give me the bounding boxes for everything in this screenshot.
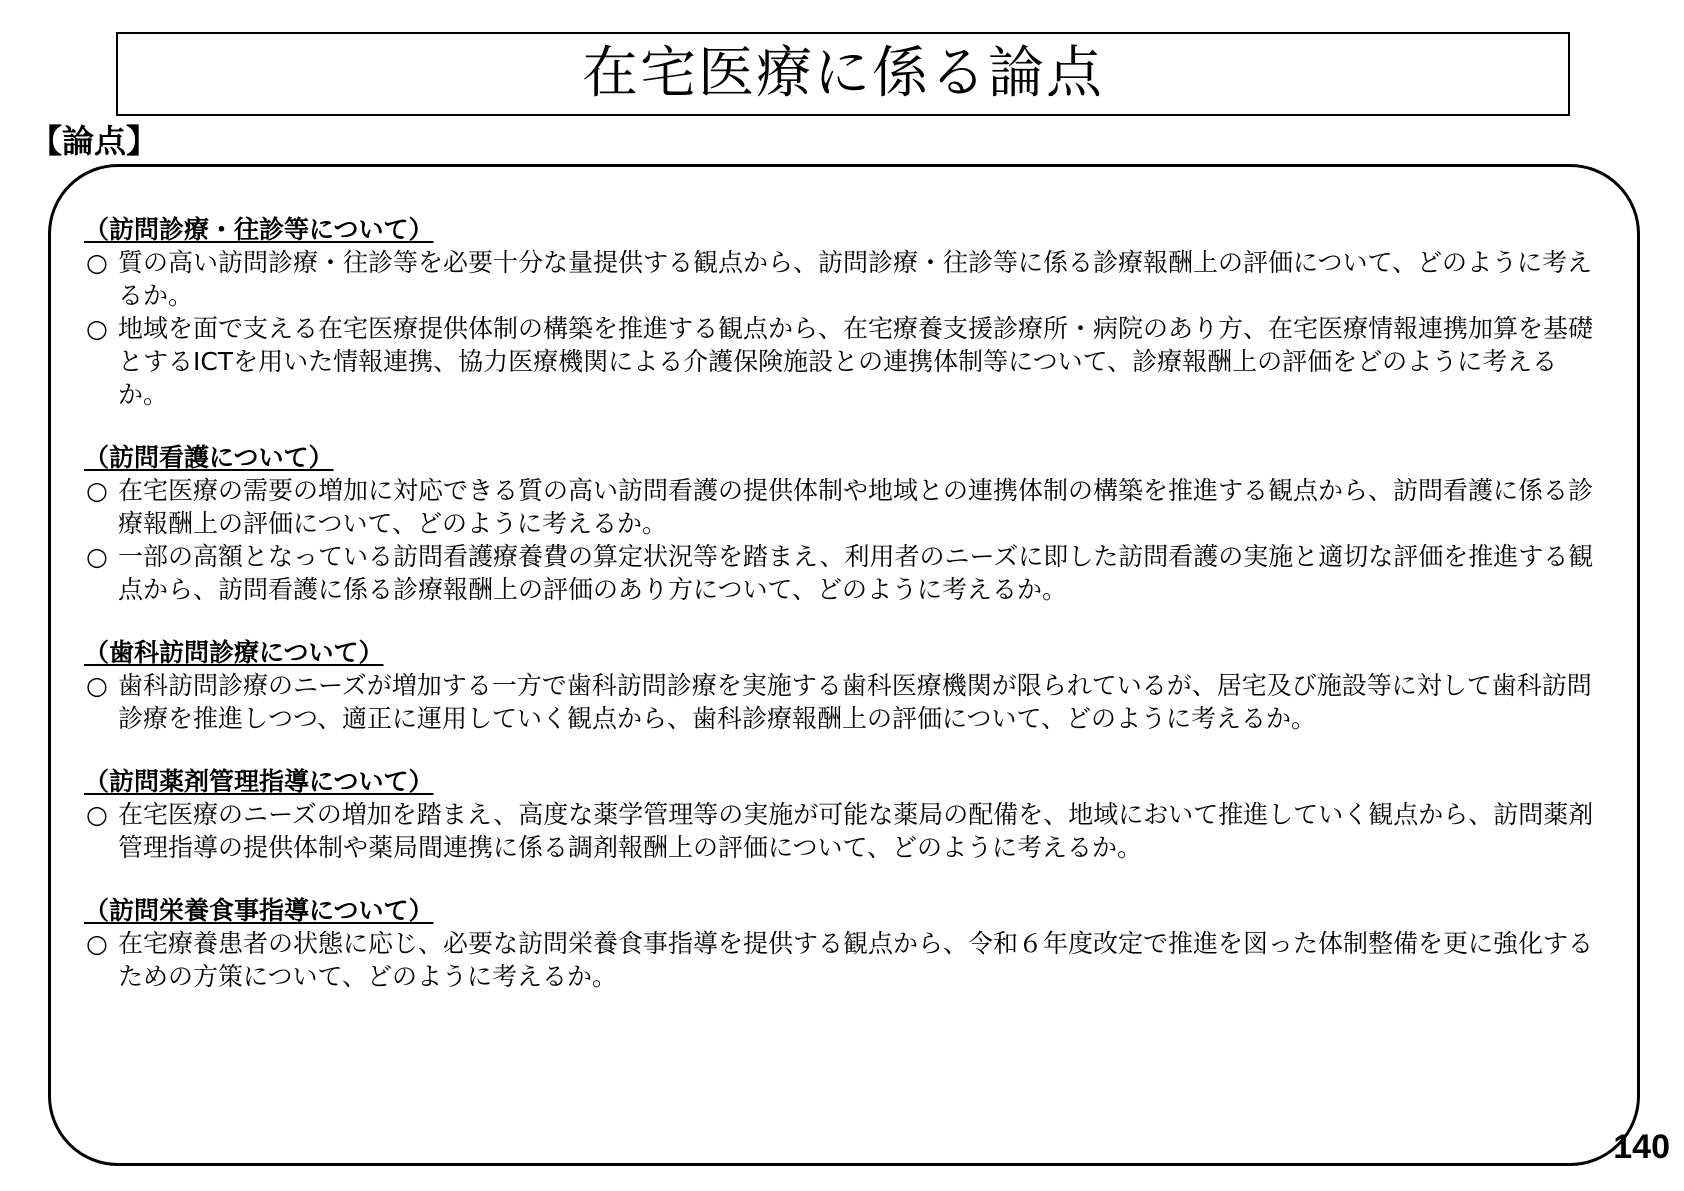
topic-dental-home-visit xyxy=(86,636,1602,735)
bullet-circle-icon: ○ xyxy=(86,314,108,343)
list-item xyxy=(86,669,1602,735)
topic-heading: （訪問診療・往診等について） xyxy=(84,215,434,244)
item-text: 一部の高額となっている訪問看護療養費の算定状況等を踏まえ、利用者のニーズに即した訪問看護の実施と適切な評価を推進する観点から、訪問看護に係る診療報酬上の評価のあり方について、どのように考えるか。 xyxy=(118,542,1594,604)
list-item xyxy=(86,246,1602,312)
page-title: 在宅医療に係る論点 xyxy=(582,41,1104,106)
bullet-circle-icon: ○ xyxy=(86,671,108,700)
item-text: 在宅医療のニーズの増加を踏まえ、高度な薬学管理等の実施が可能な薬局の配備を、地域において推進していく観点から、訪問薬剤管理指導の提供体制や薬局間連携に係る調剤報酬上の評価について、どのように考えるか。 xyxy=(118,800,1594,862)
list-item xyxy=(86,540,1602,606)
topic-home-nursing xyxy=(86,441,1602,606)
list-item xyxy=(86,312,1602,411)
item-text: 地域を面で支える在宅医療提供体制の構築を推進する観点から、在宅療養支援診療所・病院のあり方、在宅医療情報連携加算を基礎とするICTを用いた情報連携、協力医療機関による介護保険施設との連携体制等について、診療報酬上の評価をどのように考えるか。 xyxy=(118,314,1594,409)
topic-heading: （歯科訪問診療について） xyxy=(84,638,384,667)
content-body xyxy=(86,213,1602,1023)
topic-heading: （訪問栄養食事指導について） xyxy=(84,896,434,925)
bullet-circle-icon: ○ xyxy=(86,248,108,277)
item-text: 在宅医療の需要の増加に対応できる質の高い訪問看護の提供体制や地域との連携体制の構築を推進する観点から、訪問看護に係る診療報酬上の評価について、どのように考えるか。 xyxy=(118,476,1594,538)
list-item xyxy=(86,927,1602,993)
bullet-circle-icon: ○ xyxy=(86,476,108,505)
item-text: 質の高い訪問診療・往診等を必要十分な量提供する観点から、訪問診療・往診等に係る診療報酬上の評価について、どのように考えるか。 xyxy=(118,248,1593,310)
topic-heading: （訪問薬剤管理指導について） xyxy=(84,767,434,796)
list-item xyxy=(86,474,1602,540)
topic-pharmaceutical-guidance xyxy=(86,765,1602,864)
topic-heading: （訪問看護について） xyxy=(84,443,334,472)
item-text: 歯科訪問診療のニーズが増加する一方で歯科訪問診療を実施する歯科医療機関が限られているが、居宅及び施設等に対して歯科訪問診療を推進しつつ、適正に運用していく観点から、歯科診療報酬上の評価について、どのように考えるか。 xyxy=(118,671,1592,733)
topic-nutrition-guidance xyxy=(86,894,1602,993)
topic-home-visit xyxy=(86,213,1602,411)
section-label: 【論点】 xyxy=(30,122,159,160)
bullet-circle-icon: ○ xyxy=(86,542,108,571)
list-item xyxy=(86,798,1602,864)
bullet-circle-icon: ○ xyxy=(86,929,108,958)
title-box xyxy=(116,32,1570,116)
item-text: 在宅療養患者の状態に応じ、必要な訪問栄養食事指導を提供する観点から、令和６年度改定で推進を図った体制整備を更に強化するための方策について、どのように考えるか。 xyxy=(118,929,1594,991)
page-number: 140 xyxy=(1613,1128,1670,1166)
bullet-circle-icon: ○ xyxy=(86,800,108,829)
